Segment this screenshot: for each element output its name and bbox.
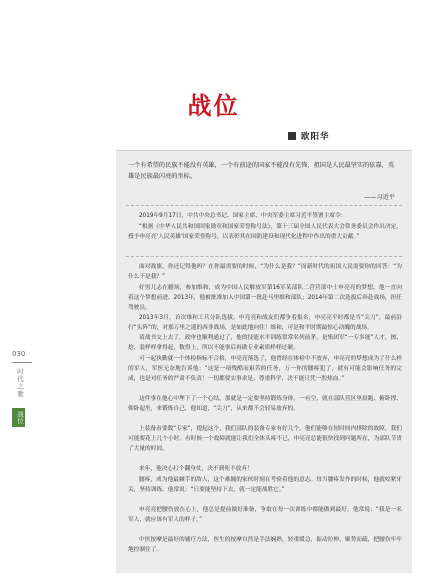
- body-paragraph: 申亮亮把腰伤放在心上，他总是提前做好准备，争取在每一次训练中都能做到最好。他常说：“我是一名军人，就应该有军人的样子。”: [128, 507, 402, 523]
- section-category: 时代之歌: [16, 368, 24, 398]
- intro-paragraph-1: 2019年9月17日，中共中央总书记、国家主席、中央军委主席习近平签署主席令：: [139, 213, 347, 219]
- section-tag: 战位: [12, 408, 25, 427]
- body-paragraph: 腰疼，成为他最棘手的敌人，这个难缠的家伙时刻在考验着他的意志。每当腰疼发作的时候，他就咬紧牙关，坚持训练。他常说：“只要能坚持下去，就一定能战胜它。”: [128, 477, 402, 493]
- author-line: [288, 130, 398, 142]
- article-title: 战位: [187, 91, 240, 120]
- body-paragraph: 这件事在他心中埋下了一个心结，那就是一定要坚持锻炼身体。一有空，就在部队营区里晨跑、俯卧撑、仰卧起坐，来锻炼自己，他知道，“尖刀”，从来都不会轻易放弃的。: [128, 396, 402, 412]
- body-paragraph: 来年，他决心打个翻身仗，决不到死不放弃！: [139, 466, 253, 472]
- body-paragraph: 可一起执勤就一个体检指标不合格，申亮亮落选了，他曾经在体检中不放弃，申亮亮的梦想成为了什么样的军人，军医无奈地告诉他：“这是一项残酷而艰苦的任务，万一你的腰疼犯了，就有可能会影响任务的完成，也是对任务的严肃不负责！一切都要实事求是，尊重科学，决不能只凭一腔热血。”: [128, 356, 402, 382]
- divider-bottom: [126, 256, 402, 257]
- author-name: 欧阳华: [301, 132, 330, 142]
- body-paragraph: 请战书交上去了，政审也顺利通过了，他的技能水平训练常常名列前茅，是集团军“一专多能”人才，擦、挖、装样样拿得起，数得上，所以不能事后再做专业素质样样过硬。: [128, 335, 402, 351]
- body-paragraph: 面对战旗，你还记得他吗？在你最需要的时候，“为什么是我？”而新时代的祖国人民需要你的回答：“为什么不是我？”: [128, 264, 402, 280]
- body-paragraph: 上装备看要数“专家”，提起这个，我们部队的装备专家有好几个，他们能够在短时间内排除的故障，我们可能要花上几个小时。有时候一个故障就能让我们全体头疼不已，申亮亮总能很快找到问题所在，为部队节省了大量的时间。: [128, 426, 402, 452]
- intro-paragraph-2: “根据《中华人民共和国国家勋章和国家荣誉称号法》，第十三届全国人民代表大会常务委员会作出决定，授予申亮亮‘人民英雄’国家荣誉称号，以表彰其在国防建设和现代化进程中作出的重大贡献。”: [128, 224, 402, 240]
- motto-author: ——习近平: [364, 194, 395, 201]
- motto-quote: 一个有希望的民族不能没有英雄，一个有前途的国家不能没有先锋，祖国是人民最坚实的依靠，英雄是民族最闪亮的坐标。: [128, 162, 395, 180]
- divider-top: [126, 205, 402, 206]
- page-number-rule: [12, 362, 32, 363]
- page-number: 030: [12, 350, 26, 358]
- body-paragraph: 好男儿志在疆场，参加维和，成为中国人民解放军第16军某部队二营营部中士申亮亮的梦想，他一直向着这个梦想前进。2013年，他被批准加入中国第一批赴马里维和部队；2014年第二次选拔后奔赴战场，担任驾驶员。: [128, 285, 402, 311]
- body-paragraph: 2013年3月，首次维和工兵分队选拔，申亮亮和战友们都争着报名，申亮亮平时都是当“尖刀”，最前沿打“头阵”的，对那万里之遥的西非战场，是如此地向往！维和，可是和平时期最惊心动魄的战场。: [128, 315, 402, 331]
- body-paragraph: 中医按摩是最好的辅疗方法，医生的按摩自然是手法娴熟，轻重缓急，振动拉伸，顺势而疏，把腰伤牢牢地控制住了。: [128, 537, 402, 553]
- square-bullet-icon: [288, 132, 296, 140]
